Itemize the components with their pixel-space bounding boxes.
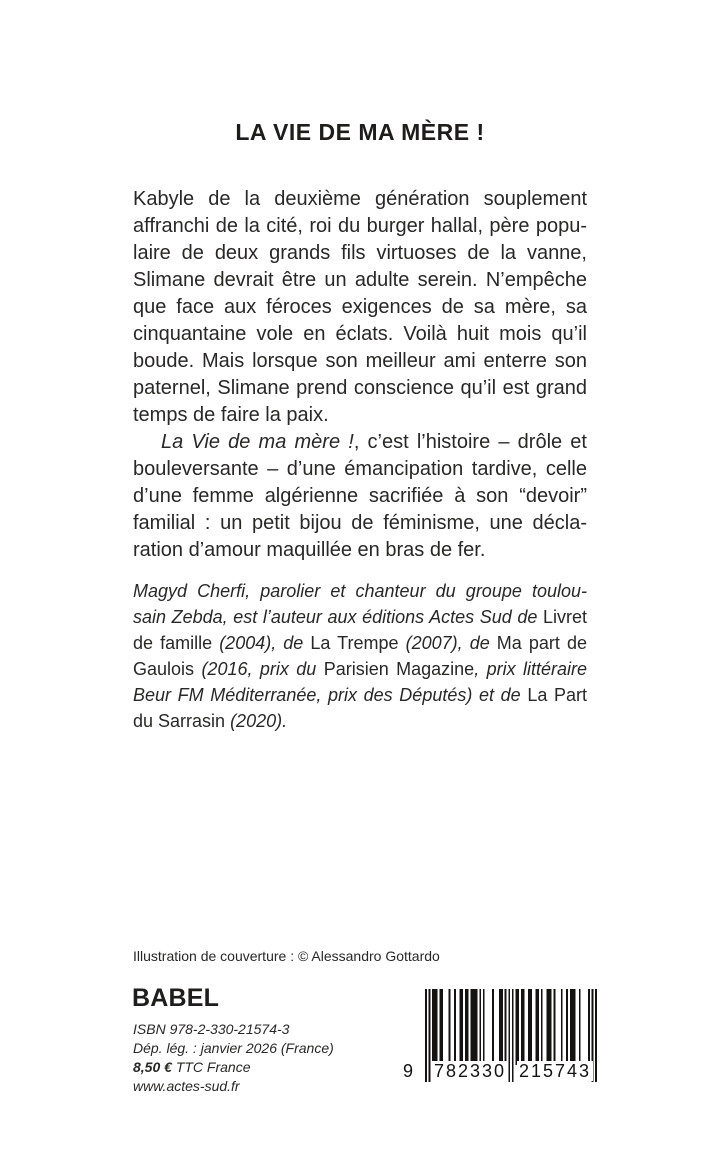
text-line: familial : un petit bijou de féminisme, une décla- [133,512,587,534]
barcode-digit-first: 9 [403,1061,414,1081]
text-line: sain Zebda, est l’auteur aux éditions Actes Sud de Livret [133,607,587,627]
cover-illustration-credit: Illustration de couverture : © Alessandro Gottardo [133,948,440,964]
barcode-digits-right: 215743 [518,1061,592,1081]
colophon-block [133,1020,334,1096]
price-value: 8,50 € [133,1059,172,1075]
text-line: du Sarrasin (2020). [133,711,288,731]
text-line: Kabyle de la deuxième génération souplement [133,188,587,210]
text-line: que face aux féroces exigences de sa mère, sa [133,296,587,318]
price-line [133,1058,334,1077]
text-line: paternel, Slimane prend conscience qu’il est grand [133,377,587,399]
text-line: La Vie de ma mère !, c’est l’histoire – drôle et [161,431,587,453]
text-line: temps de faire la paix. [133,404,329,426]
price-suffix: TTC France [171,1059,251,1075]
isbn-line: ISBN 978-2-330-21574-3 [133,1021,290,1037]
synopsis-paragraph-1 [133,186,587,429]
ean13-barcode [403,989,599,1093]
text-line: Magyd Cherfi, parolier et chanteur du groupe toulou- [133,581,587,601]
text-line: ration d’amour maquillée en bras de fer. [133,539,486,561]
text-line: Slimane devrait être un adulte serein. N’empêche [133,269,587,291]
text-line: bouleversante – d’une émancipation tardive, celle [133,458,587,480]
text-line: Gaulois (2016, prix du Parisien Magazine, prix littéraire [133,659,588,679]
text-line: laire de deux grands fils virtuoses de la vanne, [133,242,587,264]
text-line: d’une femme algérienne sacrifiée à son “devoir” [133,485,587,507]
synopsis-paragraph-2 [133,429,587,564]
synopsis [133,186,587,564]
text-line: de famille (2004), de La Trempe (2007), de Ma part de [133,633,587,653]
publisher-website: www.actes-sud.fr [133,1078,240,1094]
barcode-digits-left: 782330 [433,1061,507,1081]
text-line: Beur FM Méditerranée, prix des Députés) et de La Part [133,685,587,705]
book-title: LA VIE DE MA MÈRE ! [235,119,485,145]
legal-deposit-line: Dép. lég. : janvier 2026 (France) [133,1040,334,1056]
imprint-logo-babel: BABEL [132,984,220,1012]
text-line: affranchi de la cité, roi du burger hallal, père popu- [133,215,587,237]
text-line: boude. Mais lorsque son meilleur ami enterre son [133,350,587,372]
author-bio [133,578,587,734]
text-line: cinquantaine vole en éclats. Voilà huit mois qu’il [133,323,587,345]
